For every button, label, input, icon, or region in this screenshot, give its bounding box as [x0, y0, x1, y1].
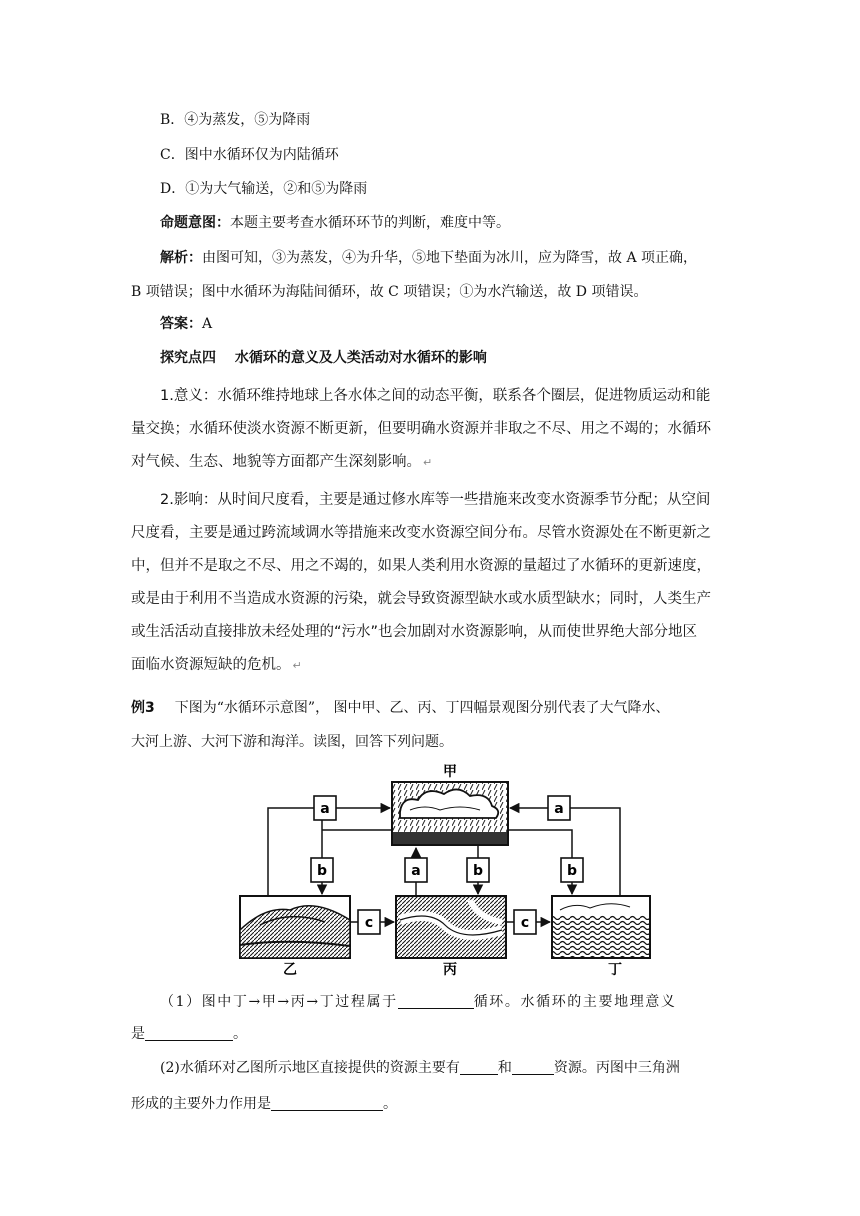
- svg-text:a: a: [554, 801, 564, 817]
- impact-line-6: 面临水资源短缺的危机。 ↵: [131, 657, 302, 673]
- question-1-line-2: 是 。: [131, 1026, 247, 1042]
- return-mark-icon: ↵: [292, 659, 302, 672]
- section-title: 探究点四 水循环的意义及人类活动对水循环的影响: [160, 350, 487, 366]
- answer-blank[interactable]: [398, 994, 474, 1009]
- label-b-right: [561, 858, 583, 882]
- analysis-line-2: B 项错误；图中水循环为海陆间循环，故 C 项错误；①为水汽输送，故 D 项错误。: [131, 284, 648, 300]
- question-2-line-1: (2)水循环对乙图所示地区直接提供的资源主要有 和 资源。丙图中三角洲: [160, 1060, 680, 1076]
- analysis-label: 解析：: [160, 250, 202, 266]
- impact-line-5: 或生活活动直接排放未经处理的“污水”也会加剧对水资源影响，从而使世界绝大部分地区: [131, 624, 698, 640]
- impact-line-3: 中，但并不是取之不尽、用之不竭的，如果人类利用水资源的量超过了水循环的更新速度，: [131, 558, 711, 574]
- answer-blank[interactable]: [512, 1060, 554, 1075]
- answer-label: 答案：: [160, 316, 202, 332]
- svg-text:a: a: [320, 801, 330, 817]
- svg-text:b: b: [316, 863, 328, 879]
- intent-paragraph: [160, 213, 510, 233]
- example-label: 例3: [131, 700, 155, 716]
- panel-jia-image: [392, 782, 508, 845]
- analysis-paragraph: [160, 248, 697, 268]
- answer-blank[interactable]: [145, 1026, 233, 1041]
- svg-text:a: a: [411, 863, 421, 879]
- svg-text:c: c: [364, 915, 374, 931]
- option-b: B．④为蒸发，⑤为降雨: [160, 112, 311, 128]
- svg-text:b: b: [472, 863, 484, 879]
- significance-line-3: 对气候、生态、地貌等方面都产生深刻影响。 ↵: [131, 454, 433, 470]
- panel-bing-image: [396, 896, 506, 958]
- panel-jia-label: 甲: [443, 764, 457, 780]
- example-line-2: 大河上游、大河下游和海洋。读图，回答下列问题。: [131, 734, 453, 750]
- significance-line-2: 量交换；水循环使淡水资源不断更新，但要明确水资源并非取之不尽、用之不竭的；水循环: [131, 421, 711, 437]
- return-mark-icon: ↵: [423, 456, 433, 469]
- impact-line-1: 2.影响：从时间尺度看，主要是通过修水库等一些措施来改变水资源季节分配；从空间: [160, 492, 711, 508]
- label-c-right: [514, 910, 536, 934]
- svg-text:b: b: [566, 863, 578, 879]
- analysis-line-1: 由图可知，③为蒸发，④为升华，⑤地下垫面为冰川，应为降雪，故 A 项正确，: [202, 250, 698, 266]
- impact-line-4: 或是由于利用不当造成水资源的污染，就会导致资源型缺水或水质型缺水；同时，人类生产: [131, 591, 711, 607]
- svg-text:c: c: [520, 915, 530, 931]
- option-d: D．①为大气输送，②和⑤为降雨: [160, 181, 368, 197]
- impact-line-2: 尺度看，主要是通过跨流域调水等措施来改变水资源空间分布。尽管水资源处在不断更新之: [131, 525, 711, 541]
- example-line-1: 例3 下图为“水循环示意图”， 图中甲、乙、丙、丁四幅景观图分别代表了大气降水、: [131, 700, 670, 716]
- label-a-middle: [405, 858, 427, 882]
- answer-blank[interactable]: [460, 1060, 498, 1075]
- question-1-line-1: （1）图中丁→甲→丙→丁过程属于 循环。水循环的主要地理意义: [160, 994, 677, 1010]
- answer-blank[interactable]: [271, 1096, 383, 1111]
- intent-text: 本题主要考查水循环环节的判断，难度中等。: [230, 215, 510, 231]
- significance-line-1: 1.意义：水循环维持地球上各水体之间的动态平衡，联系各个圈层，促进物质运动和能: [160, 388, 711, 404]
- water-cycle-diagram: [230, 760, 660, 980]
- question-2-line-2: 形成的主要外力作用是 。: [131, 1096, 397, 1112]
- panel-yi-image: [240, 896, 350, 958]
- label-b-left: [311, 858, 333, 882]
- intent-label: 命题意图：: [160, 215, 230, 231]
- panel-ding-label: 丁: [608, 962, 622, 978]
- label-c-left: [358, 910, 380, 934]
- label-b-middle: [467, 858, 489, 882]
- answer-line: [160, 314, 212, 334]
- answer-value: A: [202, 316, 213, 332]
- option-c: C．图中水循环仅为内陆循环: [160, 147, 339, 163]
- panel-ding-image: [552, 896, 650, 958]
- panel-bing-label: 丙: [443, 962, 457, 978]
- panel-yi-label: 乙: [283, 962, 297, 978]
- label-a-left: [314, 796, 336, 820]
- label-a-right: [548, 796, 570, 820]
